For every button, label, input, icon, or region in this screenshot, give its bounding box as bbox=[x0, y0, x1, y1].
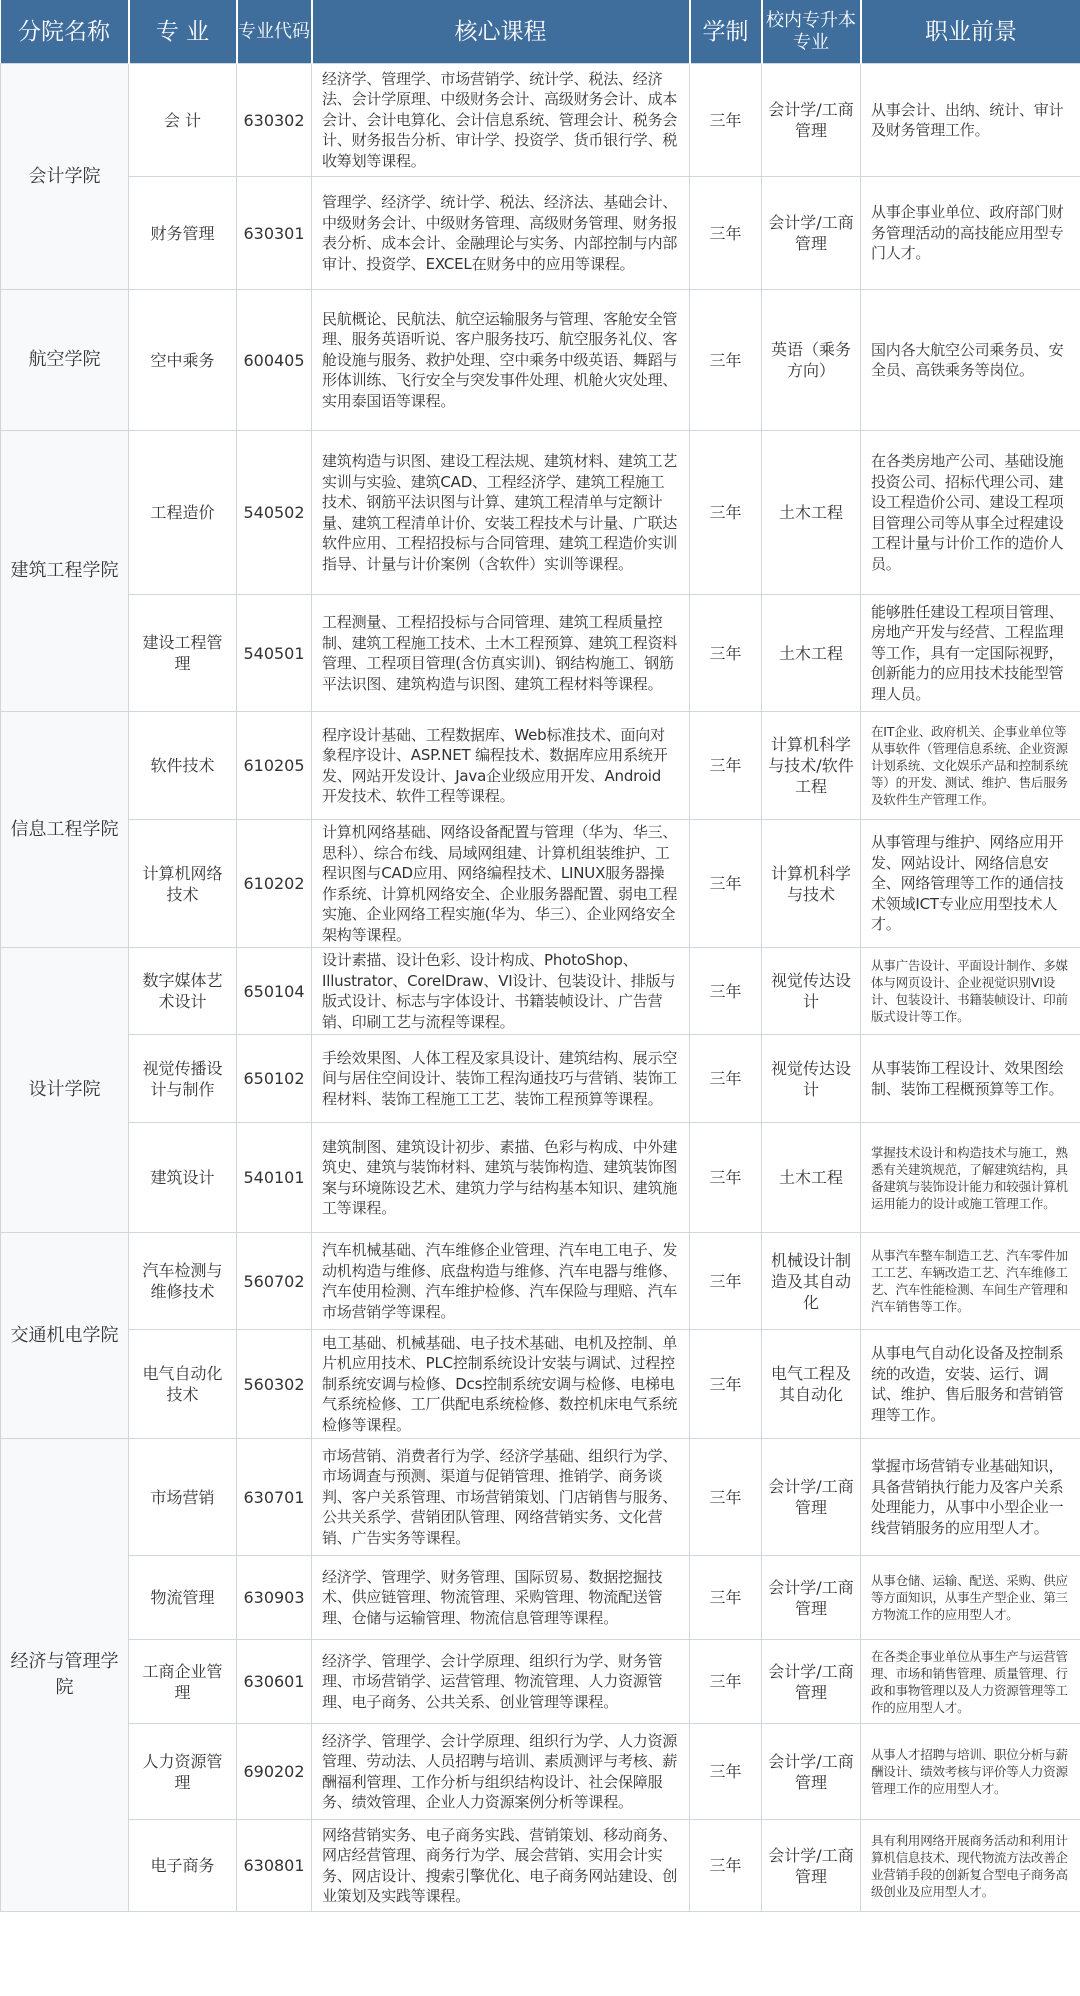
core-courses: 建筑构造与识图、建设工程法规、建筑材料、建筑工艺实训与实验、建筑CAD、工程经济学、建筑工程施工技术、钢筋平法识图与计算、建筑工程清单与定额计量、建筑工程清单计价、安装工程技术与计量、广联达软件应用、工程招投标与合同管理、建筑工程造价实训指导、计量与计价案例（含软件）实训等课程。 bbox=[312, 431, 690, 595]
career-prospects: 从事广告设计、平面设计制作、多媒体与网页设计、企业视觉识别VI设计、包装设计、书籍装帧设计、印前版式设计等工作。 bbox=[861, 948, 1080, 1035]
table-row bbox=[1, 1724, 1080, 1820]
upgrade-major: 会计学/工商管理 bbox=[762, 1724, 861, 1820]
upgrade-major: 会计学/工商管理 bbox=[762, 1640, 861, 1724]
career-prospects: 国内各大航空公司乘务员、安全员、高铁乘务等岗位。 bbox=[861, 290, 1080, 431]
major-name: 建设工程管理 bbox=[129, 595, 237, 712]
major-code: 560702 bbox=[237, 1233, 312, 1330]
upgrade-major: 会计学/工商管理 bbox=[762, 177, 861, 290]
study-duration: 三年 bbox=[690, 431, 762, 595]
major-code: 630801 bbox=[237, 1820, 312, 1912]
upgrade-major: 计算机科学与技术 bbox=[762, 820, 861, 948]
core-courses: 民航概论、民航法、航空运输服务与管理、客舱安全管理、服务英语听说、客户服务技巧、航空服务礼仪、客舱设施与服务、救护处理、空中乘务中级英语、舞蹈与形体训练、飞行安全与突发事件处理、机舱火灾处理、实用泰国语等课程。 bbox=[312, 290, 690, 431]
table-row bbox=[1, 1035, 1080, 1123]
major-name: 电气自动化技术 bbox=[129, 1330, 237, 1439]
upgrade-major: 电气工程及其自动化 bbox=[762, 1330, 861, 1439]
major-code: 630903 bbox=[237, 1556, 312, 1640]
table-row bbox=[1, 1123, 1080, 1233]
career-prospects: 从事装饰工程设计、效果图绘制、装饰工程概预算等工作。 bbox=[861, 1035, 1080, 1123]
table-row bbox=[1, 431, 1080, 595]
table-row bbox=[1, 1439, 1080, 1556]
upgrade-major: 机械设计制造及其自动化 bbox=[762, 1233, 861, 1330]
table-row bbox=[1, 1556, 1080, 1640]
major-name: 汽车检测与维修技术 bbox=[129, 1233, 237, 1330]
career-prospects: 在各类企事业单位从事生产与运营管理、市场和销售管理、质量管理、行政和事物管理以及人力资源管理等工作的应用型人才。 bbox=[861, 1640, 1080, 1724]
college-name: 交通机电学院 bbox=[1, 1233, 129, 1439]
career-prospects: 具有利用网络开展商务活动和利用计算机信息技术、现代物流方法改善企业营销手段的创新复合型电子商务高级创业及应用型人才。 bbox=[861, 1820, 1080, 1912]
core-courses: 汽车机械基础、汽车维修企业管理、汽车电工电子、发动机构造与维修、底盘构造与维修、汽车电器与维修、汽车使用检测、汽车维护检修、汽车保险与理赔、汽车市场营销学等课程。 bbox=[312, 1233, 690, 1330]
career-prospects: 在各类房地产公司、基础设施投资公司、招标代理公司、建设工程造价公司、建设工程项目管理公司等从事全过程建设工程计量与计价工作的造价人员。 bbox=[861, 431, 1080, 595]
table-row bbox=[1, 1640, 1080, 1724]
upgrade-major: 会计学/工商管理 bbox=[762, 1439, 861, 1556]
career-prospects: 能够胜任建设工程项目管理、房地产开发与经营、工程监理等工作，具有一定国际视野，创新能力的应用技术技能型管理人员。 bbox=[861, 595, 1080, 712]
core-courses: 工程测量、工程招投标与合同管理、建筑工程质量控制、建筑工程施工技术、土木工程预算、建筑工程资料管理、工程项目管理(含仿真实训)、钢结构施工、钢筋平法识图、建筑构造与识图、建筑工程材料等课程。 bbox=[312, 595, 690, 712]
table-row bbox=[1, 820, 1080, 948]
core-courses: 建筑制图、建筑设计初步、素描、色彩与构成、中外建筑史、建筑与装饰材料、建筑与装饰构造、建筑装饰图案与环境陈设艺术、建筑力学与结构基本知识、建筑施工等课程。 bbox=[312, 1123, 690, 1233]
study-duration: 三年 bbox=[690, 1123, 762, 1233]
career-prospects: 在IT企业、政府机关、企事业单位等从事软件（管理信息系统、企业资源计划系统、文化娱乐产品和控制系统等）的开发、测试、维护、售后服务及软件生产管理工作。 bbox=[861, 712, 1080, 820]
major-name: 会 计 bbox=[129, 64, 237, 177]
college-name: 信息工程学院 bbox=[1, 712, 129, 948]
major-name: 建筑设计 bbox=[129, 1123, 237, 1233]
major-code: 650104 bbox=[237, 948, 312, 1035]
major-code: 630302 bbox=[237, 64, 312, 177]
career-prospects: 从事电气自动化设备及控制系统的改造，安装、运行、调试、维护、售后服务和营销管理等工作。 bbox=[861, 1330, 1080, 1439]
table-row bbox=[1, 1330, 1080, 1439]
header-major: 专 业 bbox=[129, 0, 237, 64]
career-prospects: 从事管理与维护、网络应用开发、网站设计、网络信息安全、网络管理等工作的通信技术领域ICT专业应用型技术人才。 bbox=[861, 820, 1080, 948]
major-name: 人力资源管理 bbox=[129, 1724, 237, 1820]
study-duration: 三年 bbox=[690, 290, 762, 431]
study-duration: 三年 bbox=[690, 1640, 762, 1724]
core-courses: 计算机网络基础、网络设备配置与管理（华为、华三、思科）、综合布线、局域网组建、计算机组装维护、工程识图与CAD应用、网络编程技术、LINUX服务器操作系统、计算机网络安全、企业服务器配置、弱电工程实施、企业网络工程实施(华为、华三）、企业网络安全架构等课程。 bbox=[312, 820, 690, 948]
major-code: 540101 bbox=[237, 1123, 312, 1233]
upgrade-major: 会计学/工商管理 bbox=[762, 64, 861, 177]
table-row bbox=[1, 948, 1080, 1035]
major-code: 540502 bbox=[237, 431, 312, 595]
study-duration: 三年 bbox=[690, 64, 762, 177]
core-courses: 管理学、经济学、统计学、税法、经济法、基础会计、中级财务会计、中级财务管理、高级财务管理、财务报表分析、成本会计、金融理论与实务、内部控制与内部审计、投资学、EXCEL在财务中的应用等课程。 bbox=[312, 177, 690, 290]
career-prospects: 从事汽车整车制造工艺、汽车零件加工工艺、车辆改造工艺、汽车维修工艺、汽车性能检测、车间生产管理和汽车销售等工作。 bbox=[861, 1233, 1080, 1330]
study-duration: 三年 bbox=[690, 948, 762, 1035]
study-duration: 三年 bbox=[690, 595, 762, 712]
study-duration: 三年 bbox=[690, 1439, 762, 1556]
table-row bbox=[1, 1820, 1080, 1912]
core-courses: 设计素描、设计色彩、设计构成、PhotoShop、Illustrator、CorelDraw、VI设计、包装设计、排版与版式设计、标志与字体设计、书籍装帧设计、广告营销、印刷工艺与流程等课程。 bbox=[312, 948, 690, 1035]
header-course: 核心课程 bbox=[312, 0, 690, 64]
study-duration: 三年 bbox=[690, 1233, 762, 1330]
major-name: 数字媒体艺术设计 bbox=[129, 948, 237, 1035]
core-courses: 网络营销实务、电子商务实践、营销策划、移动商务、网店经营管理、商务行为学、展会营销、实用会计实务、网店设计、搜索引擎优化、电子商务网站建设、创业策划及实践等课程。 bbox=[312, 1820, 690, 1912]
upgrade-major: 视觉传达设计 bbox=[762, 1035, 861, 1123]
major-code: 560302 bbox=[237, 1330, 312, 1439]
table-row bbox=[1, 712, 1080, 820]
header-code: 专业代码 bbox=[237, 0, 312, 64]
major-code: 600405 bbox=[237, 290, 312, 431]
table-row bbox=[1, 177, 1080, 290]
major-code: 630601 bbox=[237, 1640, 312, 1724]
career-prospects: 掌握市场营销专业基础知识，具备营销执行能力及客户关系处理能力，从事中小型企业一线营销服务的应用型人才。 bbox=[861, 1439, 1080, 1556]
study-duration: 三年 bbox=[690, 820, 762, 948]
major-name: 计算机网络技术 bbox=[129, 820, 237, 948]
career-prospects: 掌握技术设计和构造技术与施工，熟悉有关建筑规范，了解建筑结构，具备建筑与装饰设计能力和较强计算机运用能力的设计或施工管理工作。 bbox=[861, 1123, 1080, 1233]
career-prospects: 从事会计、出纳、统计、审计及财务管理工作。 bbox=[861, 64, 1080, 177]
core-courses: 程序设计基础、工程数据库、Web标准技术、面向对象程序设计、ASP.NET 编程技术、数据库应用系统开发、网站开发设计、Java企业级应用开发、Android 开发技术、软件工程等课程。 bbox=[312, 712, 690, 820]
college-name: 建筑工程学院 bbox=[1, 431, 129, 712]
core-courses: 经济学、管理学、财务管理、国际贸易、数据挖掘技术、供应链管理、物流管理、采购管理、物流配送管理、仓储与运输管理、物流信息管理等课程。 bbox=[312, 1556, 690, 1640]
table-row bbox=[1, 64, 1080, 177]
major-name: 软件技术 bbox=[129, 712, 237, 820]
core-courses: 经济学、管理学、会计学原理、组织行为学、人力资源管理、劳动法、人员招聘与培训、素质测评与考核、薪酬福利管理、工作分析与组织结构设计、社会保障服务、绩效管理、企业人力资源案例分析等课程。 bbox=[312, 1724, 690, 1820]
major-name: 市场营销 bbox=[129, 1439, 237, 1556]
study-duration: 三年 bbox=[690, 712, 762, 820]
header-upgrade: 校内专升本专业 bbox=[762, 0, 861, 64]
career-prospects: 从事仓储、运输、配送、采购、供应等方面知识，从事生产型企业、第三方物流工作的应用型人才。 bbox=[861, 1556, 1080, 1640]
upgrade-major: 会计学/工商管理 bbox=[762, 1820, 861, 1912]
core-courses: 经济学、管理学、会计学原理、组织行为学、财务管理、市场营销学、运营管理、物流管理、人力资源管理、电子商务、公共关系、创业管理等课程。 bbox=[312, 1640, 690, 1724]
major-code: 690202 bbox=[237, 1724, 312, 1820]
major-name: 物流管理 bbox=[129, 1556, 237, 1640]
major-code: 650102 bbox=[237, 1035, 312, 1123]
study-duration: 三年 bbox=[690, 1724, 762, 1820]
major-code: 610205 bbox=[237, 712, 312, 820]
upgrade-major: 会计学/工商管理 bbox=[762, 1556, 861, 1640]
study-duration: 三年 bbox=[690, 177, 762, 290]
college-name: 经济与管理学院 bbox=[1, 1439, 129, 1912]
major-code: 610202 bbox=[237, 820, 312, 948]
major-name: 工程造价 bbox=[129, 431, 237, 595]
college-name: 航空学院 bbox=[1, 290, 129, 431]
table-body bbox=[1, 64, 1080, 1912]
core-courses: 手绘效果图、人体工程及家具设计、建筑结构、展示空间与居住空间设计、装饰工程沟通技巧与营销、装饰工程材料、装饰工程施工工艺、装饰工程预算等课程。 bbox=[312, 1035, 690, 1123]
college-name: 设计学院 bbox=[1, 948, 129, 1233]
major-code: 630701 bbox=[237, 1439, 312, 1556]
major-name: 视觉传播设计与制作 bbox=[129, 1035, 237, 1123]
major-code: 540501 bbox=[237, 595, 312, 712]
table-row bbox=[1, 1233, 1080, 1330]
upgrade-major: 计算机科学与技术/软件工程 bbox=[762, 712, 861, 820]
career-prospects: 从事企事业单位、政府部门财务管理活动的高技能应用型专门人才。 bbox=[861, 177, 1080, 290]
upgrade-major: 土木工程 bbox=[762, 1123, 861, 1233]
core-courses: 市场营销、消费者行为学、经济学基础、组织行为学、市场调查与预测、渠道与促销管理、推销学、商务谈判、客户关系管理、市场营销策划、门店销售与服务、公共关系学、营销团队管理、网络营销实务、文化营销、广告实务等课程。 bbox=[312, 1439, 690, 1556]
table-row bbox=[1, 595, 1080, 712]
header-duration: 学制 bbox=[690, 0, 762, 64]
core-courses: 经济学、管理学、市场营销学、统计学、税法、经济法、会计学原理、中级财务会计、高级财务会计、成本会计、会计电算化、会计信息系统、管理会计、税务会计、财务报告分析、审计学、投资学、货币银行学、税收筹划等课程。 bbox=[312, 64, 690, 177]
career-prospects: 从事人才招聘与培训、职位分析与薪酬设计、绩效考核与评价等人力资源管理工作的应用型人才。 bbox=[861, 1724, 1080, 1820]
major-code: 630301 bbox=[237, 177, 312, 290]
study-duration: 三年 bbox=[690, 1556, 762, 1640]
header-college: 分院名称 bbox=[1, 0, 129, 64]
upgrade-major: 土木工程 bbox=[762, 431, 861, 595]
major-name: 电子商务 bbox=[129, 1820, 237, 1912]
study-duration: 三年 bbox=[690, 1330, 762, 1439]
upgrade-major: 视觉传达设计 bbox=[762, 948, 861, 1035]
table-row bbox=[1, 290, 1080, 431]
core-courses: 电工基础、机械基础、电子技术基础、电机及控制、单片机应用技术、PLC控制系统设计安装与调试、过程控制系统安调与检修、Dcs控制系统安调与检修、电梯电气系统检修、工厂供配电系统检修、数控机床电气系统检修等课程。 bbox=[312, 1330, 690, 1439]
study-duration: 三年 bbox=[690, 1820, 762, 1912]
upgrade-major: 英语（乘务方向） bbox=[762, 290, 861, 431]
header-row bbox=[1, 0, 1080, 64]
upgrade-major: 土木工程 bbox=[762, 595, 861, 712]
header-career: 职业前景 bbox=[861, 0, 1080, 64]
study-duration: 三年 bbox=[690, 1035, 762, 1123]
major-name: 空中乘务 bbox=[129, 290, 237, 431]
major-name: 财务管理 bbox=[129, 177, 237, 290]
major-name: 工商企业管理 bbox=[129, 1640, 237, 1724]
college-name: 会计学院 bbox=[1, 64, 129, 290]
